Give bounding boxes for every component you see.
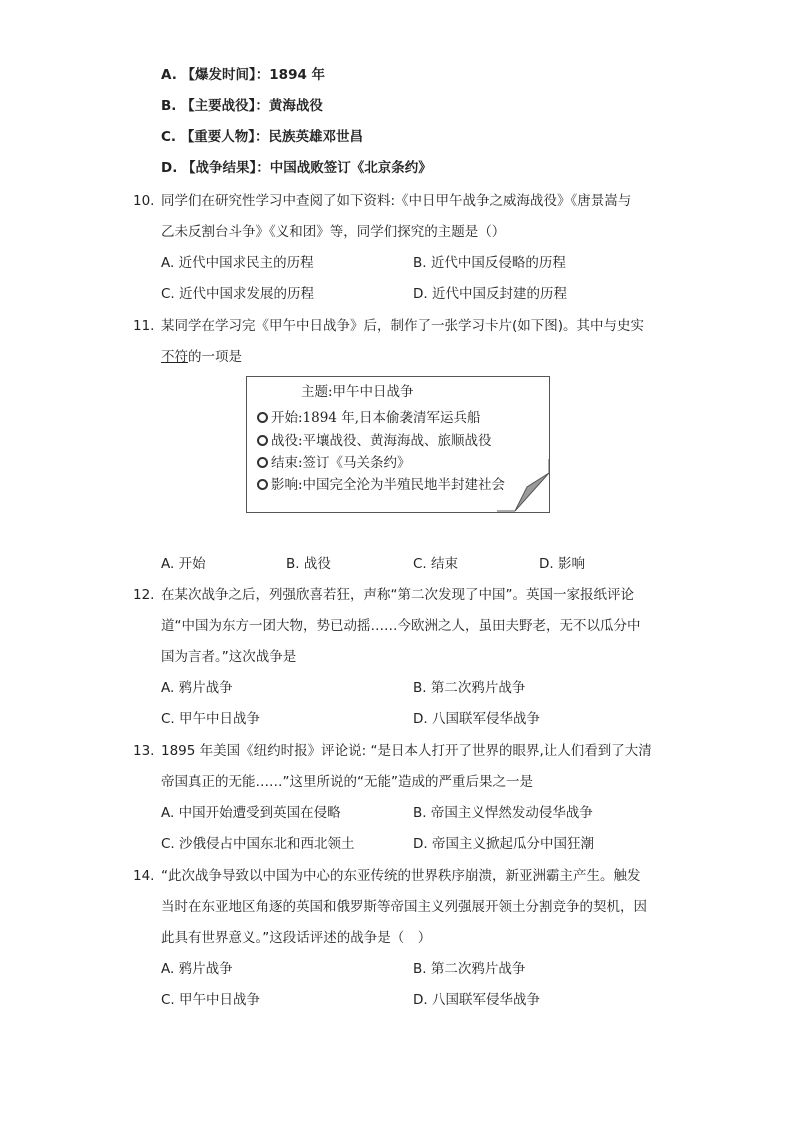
option-label: 【重要人物】	[180, 129, 255, 145]
q12-option-d: D. 八国联军侵华战争	[413, 711, 540, 727]
card-item-text: 战役:平壤战役、黄海海战、旅顺战役	[271, 433, 492, 449]
q10-option-c: C. 近代中国求发展的历程	[161, 286, 315, 302]
option-label: 【爆发时间】	[181, 67, 256, 83]
q12-stem-line1: 在某次战争之后，列强欣喜若狂，声称“第二次发现了中国”。英国一家报纸评论	[161, 587, 634, 603]
option-value: ：中国战败签订《北京条约》	[256, 160, 432, 176]
q12-number: 12.	[133, 587, 155, 603]
option-letter: D.	[161, 160, 178, 176]
q11-option-a: A. 开始	[161, 556, 206, 572]
q10-number: 10.	[133, 193, 155, 209]
q14-option-b: B. 第二次鸦片战争	[413, 961, 526, 977]
q10-stem-line1: 同学们在研究性学习中查阅了如下资料:《中日甲午战争之威海战役》《唐景嵩与	[161, 193, 632, 209]
option-letter: B.	[161, 98, 177, 114]
q14-stem-line3: 此具有世界意义。”这段话评述的战争是（ ）	[161, 930, 432, 946]
page-curl-icon	[497, 459, 553, 515]
q14-option-a: A. 鸦片战争	[161, 961, 233, 977]
q10-option-b: B. 近代中国反侵略的历程	[413, 255, 566, 271]
q13-option-a: A. 中国开始遭受到英国在侵略	[161, 805, 341, 821]
q13-option-c: C. 沙俄侵占中国东北和西北领土	[161, 836, 355, 852]
card-item-start	[257, 409, 481, 427]
card-item-text: 开始:1894 年,日本偷袭清军运兵船	[271, 410, 481, 426]
option-letter: C.	[161, 129, 177, 145]
option-value: ：1894 年	[255, 67, 326, 83]
option-value: ：民族英雄邓世昌	[255, 129, 363, 145]
q14-option-d: D. 八国联军侵华战争	[413, 992, 540, 1008]
q10-option-a: A. 近代中国求民主的历程	[161, 255, 314, 271]
q11-stem-rest: 的一项是	[188, 349, 242, 365]
q12-stem-line3: 国为言者。”这次战争是	[161, 649, 297, 665]
q12-option-a: A. 鸦片战争	[161, 680, 233, 696]
q11-stem-line2	[161, 348, 242, 366]
card-item-text: 影响:中国完全沦为半殖民地半封建社会	[271, 477, 506, 493]
q10-option-d: D. 近代中国反封建的历程	[413, 286, 567, 302]
bullet-ring-icon	[257, 457, 268, 468]
bullet-ring-icon	[257, 412, 268, 423]
q12-stem-line2: 道“中国为东方一团大物，势已动摇……今欧洲之人，虽田夫野老，无不以瓜分中	[161, 618, 641, 634]
q11-option-c: C. 结束	[413, 556, 459, 572]
q13-option-b: B. 帝国主义悍然发动侵华战争	[413, 805, 593, 821]
q9-option-a	[161, 66, 325, 84]
q11-option-d: D. 影响	[539, 556, 585, 572]
q13-number: 13.	[133, 743, 155, 759]
q11-option-b: B. 战役	[286, 556, 331, 572]
option-letter: A.	[161, 67, 177, 83]
q12-option-c: C. 甲午中日战争	[161, 711, 261, 727]
q13-stem-line2: 帝国真正的无能……”这里所说的“无能”造成的严重后果之一是	[161, 774, 533, 790]
q11-number: 11.	[133, 318, 155, 334]
q13-stem-line1: 1895 年美国《纽约时报》评论说: “是日本人打开了世界的眼界,让人们看到了大清	[161, 743, 652, 759]
option-value: ：黄海战役	[255, 98, 323, 114]
card-item-battles	[257, 432, 492, 450]
q11-stem-line1: 某同学在学习完《甲午中日战争》后，制作了一张学习卡片(如下图)。其中与史实	[161, 318, 645, 334]
card-item-end	[257, 454, 411, 472]
bullet-ring-icon	[257, 435, 268, 446]
q9-option-d	[161, 159, 432, 177]
card-item-impact	[257, 476, 505, 494]
bullet-ring-icon	[257, 479, 268, 490]
option-label: 【战争结果】	[182, 160, 257, 176]
card-title: 主题:甲午中日战争	[301, 384, 414, 400]
q9-option-c	[161, 128, 363, 146]
q10-stem-line2: 乙未反割台斗争》《义和团》等，同学们探究的主题是（）	[161, 224, 506, 240]
q14-stem-line2: 当时在东亚地区角逐的英国和俄罗斯等帝国主义列强展开领土分割竞争的契机，因	[161, 899, 647, 915]
q9-option-b	[161, 97, 323, 115]
q14-stem-line1: “此次战争导致以中国为中心的东亚传统的世界秩序崩溃，新亚洲霸主产生。触发	[161, 868, 641, 884]
card-item-text: 结束:签订《马关条约》	[271, 455, 411, 471]
q14-number: 14.	[133, 868, 155, 884]
option-label: 【主要战役】	[181, 98, 256, 114]
q12-option-b: B. 第二次鸦片战争	[413, 680, 526, 696]
q14-option-c: C. 甲午中日战争	[161, 992, 261, 1008]
q13-option-d: D. 帝国主义掀起瓜分中国狂潮	[413, 836, 594, 852]
underlined-text: 不符	[161, 349, 188, 365]
